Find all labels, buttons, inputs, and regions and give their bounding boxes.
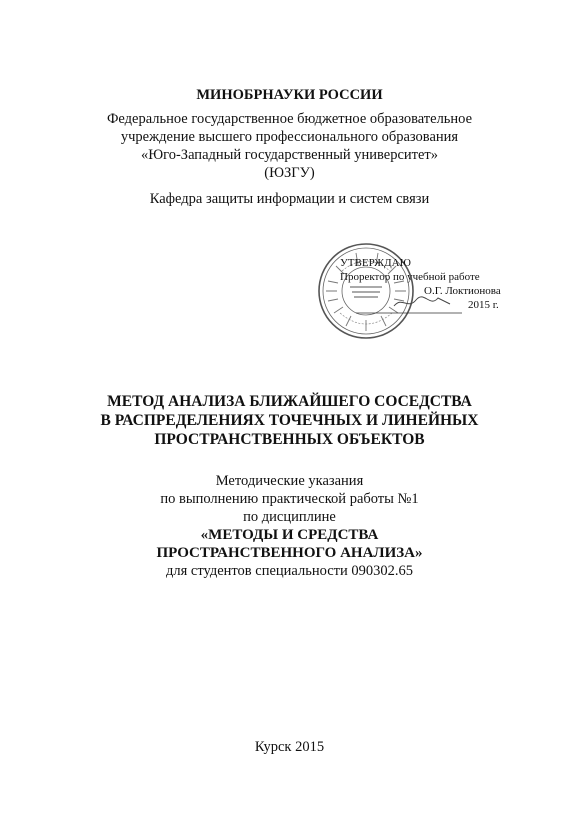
- institution-line-3: «Юго-Западный государственный университет»: [140, 147, 439, 163]
- approval-position: Проректор по учебной работе: [340, 271, 480, 283]
- approval-date: 2015 г.: [468, 299, 499, 311]
- ministry-heading: МИНОБРНАУКИ РОССИИ: [196, 87, 383, 103]
- discipline-label: по дисциплине: [243, 509, 336, 525]
- approval-title: УТВЕРЖДАЮ: [340, 257, 411, 269]
- discipline-name-line-2: ПРОСТРАНСТВЕННОГО АНАЛИЗА»: [156, 545, 423, 561]
- discipline-name-line-1: «МЕТОДЫ И СРЕДСТВА: [200, 527, 379, 543]
- city-year: Курск 2015: [254, 739, 325, 755]
- institution-line-2: учреждение высшего профессионального образования: [120, 129, 459, 145]
- title-line-2: В РАСПРЕДЕЛЕНИЯХ ТОЧЕЧНЫХ И ЛИНЕЙНЫХ: [100, 412, 479, 429]
- department-name: Кафедра защиты информации и систем связи: [149, 191, 430, 207]
- institution-line-1: Федеральное государственное бюджетное образовательное: [106, 111, 473, 127]
- institution-line-4: (ЮЗГУ): [264, 165, 315, 181]
- approval-block: [340, 256, 520, 312]
- title-line-1: МЕТОД АНАЛИЗА БЛИЖАЙШЕГО СОСЕДСТВА: [107, 393, 472, 410]
- audience: для студентов специальности 090302.65: [166, 563, 413, 579]
- doc-type: Методические указания: [215, 473, 364, 489]
- work-reference: по выполнению практической работы №1: [160, 491, 419, 507]
- title-line-3: ПРОСТРАНСТВЕННЫХ ОБЪЕКТОВ: [154, 431, 425, 448]
- handwritten-signature: [392, 292, 452, 312]
- approval-name: О.Г. Локтионова: [424, 285, 501, 297]
